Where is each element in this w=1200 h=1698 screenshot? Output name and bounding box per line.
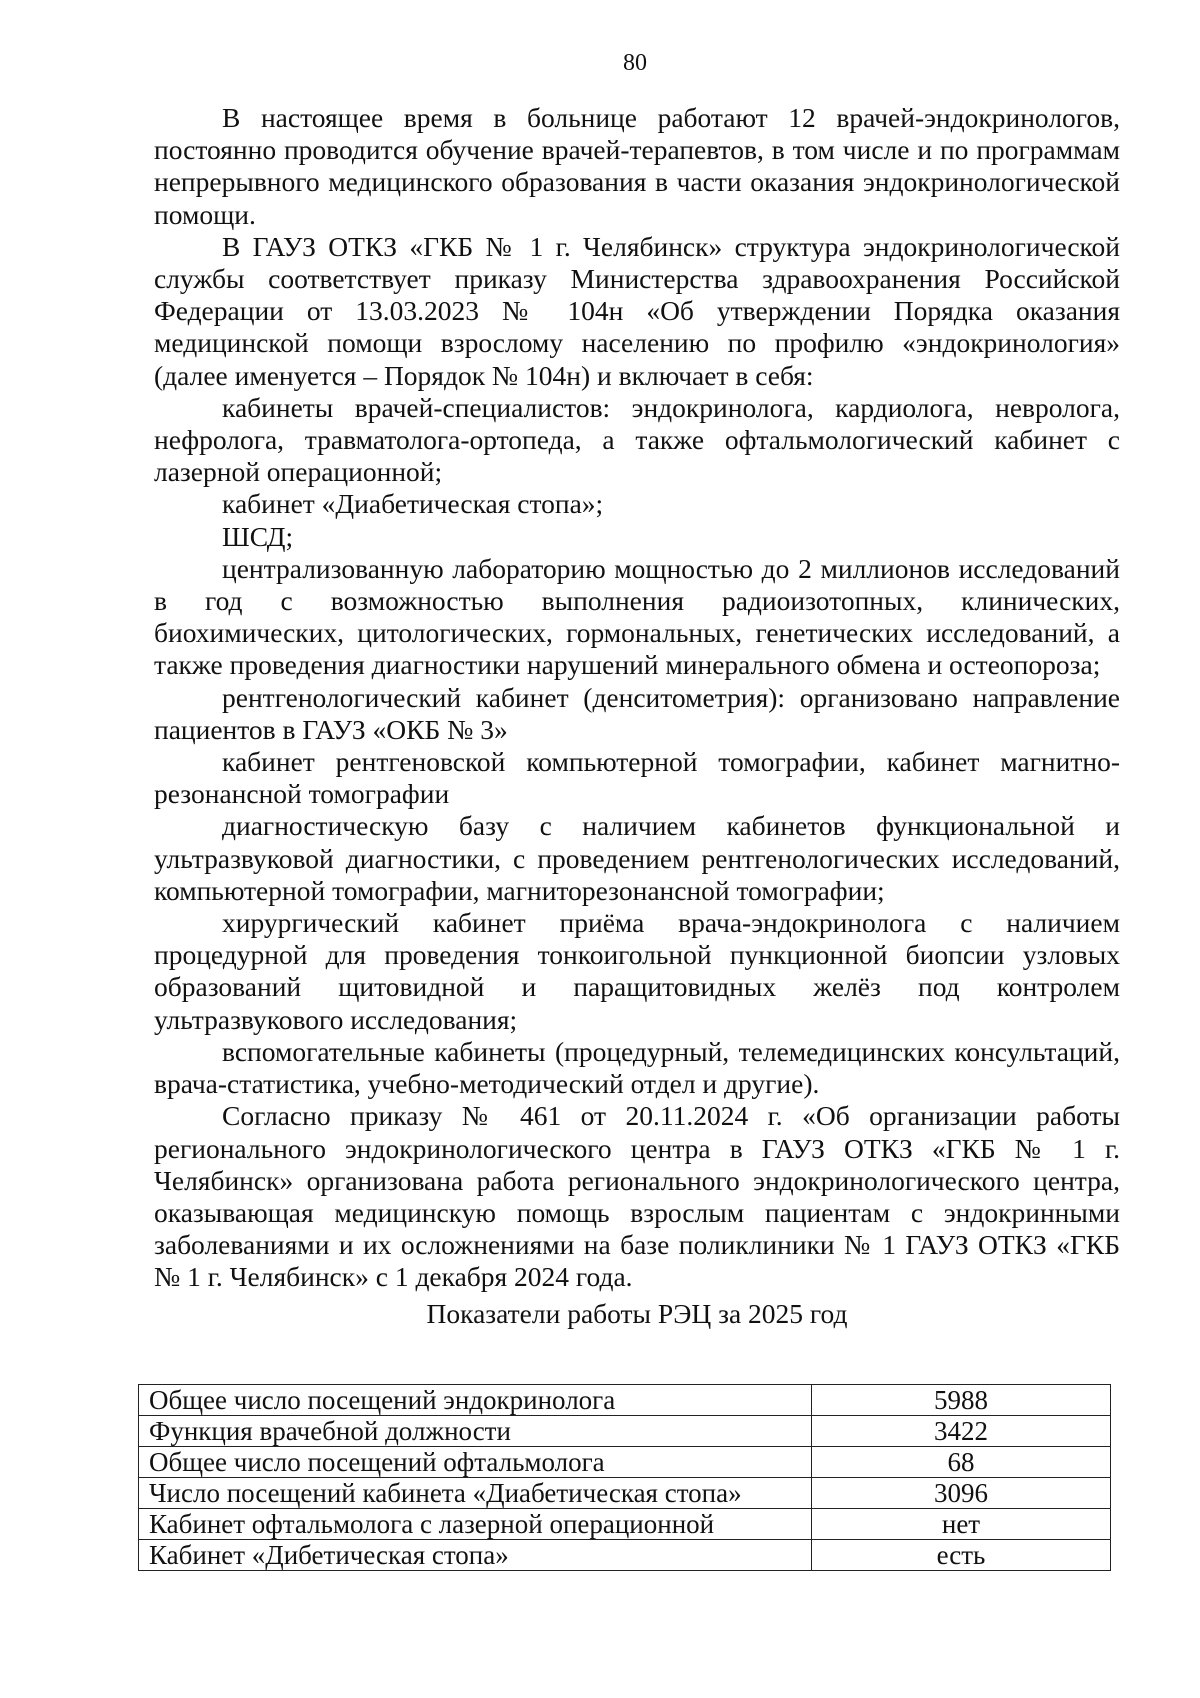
table-row [139, 1478, 1111, 1509]
row-value: нет [812, 1509, 1111, 1540]
paragraph-diabetic-foot-office: кабинет «Диабетическая стопа»; [222, 488, 604, 520]
paragraph-service-structure: В ГАУЗ ОТКЗ «ГКБ № 1 г. Челябинск» структура эндокринологической службы соответствует приказу Министерства здравоохранения Российской Федерации от 13.03.2023 № 104н «Об утверждении Порядка оказания медицинской помощи взрослому населению по профилю «эндокринология» (далее именуется – Порядок № 104н) и включает в себя: [154, 230, 1120, 391]
paragraph-xray-densitometry: рентгенологический кабинет (денситометрия): организовано направление пациентов в ГАУЗ «ОКБ № 3» [154, 681, 1120, 745]
paragraph-central-laboratory: централизованную лабораторию мощностью до 2 миллионов исследований в год с возможностью выполнения радиоизотопных, клинических, биохимических, цитологических, гормональных, генетических исследований, а также проведения диагностики нарушений минерального обмена и остеопороза; [154, 552, 1120, 681]
table-row [139, 1540, 1111, 1571]
page-number: 80 [623, 50, 647, 76]
paragraph-endocrinologists-staff: В настоящее время в больнице работают 12 врачей-эндокринологов, постоянно проводится обучение врачей-терапевтов, в том числе и по программам непрерывного медицинского образования в части оказания эндокринологической помощи. [154, 102, 1120, 230]
indicators-table [138, 1384, 1111, 1571]
table-row [139, 1447, 1111, 1478]
paragraph-surgical-office: хирургический кабинет приёма врача-эндокринолога с наличием процедурной для проведения тонкоигольной пункционной биопсии узловых образований щитовидной и паращитовидных желёз под контролем ультразвукового исследования; [154, 907, 1120, 1035]
paragraph-diagnostic-base: диагностическую базу с наличием кабинетов функциональной и ультразвуковой диагностики, с проведением рентгенологических исследований, компьютерной томографии, магниторезонансной томографии; [154, 810, 1120, 906]
table-row [139, 1509, 1111, 1540]
document-body [154, 102, 1120, 1330]
row-label: Функция врачебной должности [139, 1416, 812, 1447]
paragraph-ct-mri: кабинет рентгеновской компьютерной томографии, кабинет магнитно-резонансной томографии [154, 746, 1120, 810]
paragraph-order-461: Согласно приказу № 461 от 20.11.2024 г. «Об организации работы регионального эндокринологического центра в ГАУЗ ОТКЗ «ГКБ № 1 г. Челябинск» организована работа регионального эндокринологического центра, оказывающая медицинскую помощь взрослым пациентам с эндокринными заболеваниями и их осложнениями на базе поликлиники № 1 ГАУЗ ОТКЗ «ГКБ № 1 г. Челябинск» с 1 декабря 2024 года. [154, 1100, 1120, 1293]
row-value: есть [812, 1540, 1111, 1571]
row-label: Общее число посещений эндокринолога [139, 1385, 812, 1416]
row-label: Кабинет «Дибетическая стопа» [139, 1540, 812, 1571]
row-value: 3096 [812, 1478, 1111, 1509]
table-caption: Показатели работы РЭЦ за 2025 год [426, 1297, 848, 1329]
paragraph-specialist-offices: кабинеты врачей-специалистов: эндокринолога, кардиолога, невролога, нефролога, травматолога-ортопеда, а также офтальмологический кабинет с лазерной операционной; [154, 391, 1120, 488]
paragraph-shsd: ШСД; [222, 520, 294, 552]
row-label: Кабинет офтальмолога с лазерной операционной [139, 1509, 812, 1540]
table-row [139, 1416, 1111, 1447]
paragraph-auxiliary-offices: вспомогательные кабинеты (процедурный, телемедицинских консультаций, врача-статистика, учебно-методический отдел и другие). [154, 1035, 1120, 1100]
row-label: Число посещений кабинета «Диабетическая стопа» [139, 1478, 812, 1509]
table-row [139, 1385, 1111, 1416]
row-value: 5988 [812, 1385, 1111, 1416]
row-value: 3422 [812, 1416, 1111, 1447]
row-value: 68 [812, 1447, 1111, 1478]
row-label: Общее число посещений офтальмолога [139, 1447, 812, 1478]
